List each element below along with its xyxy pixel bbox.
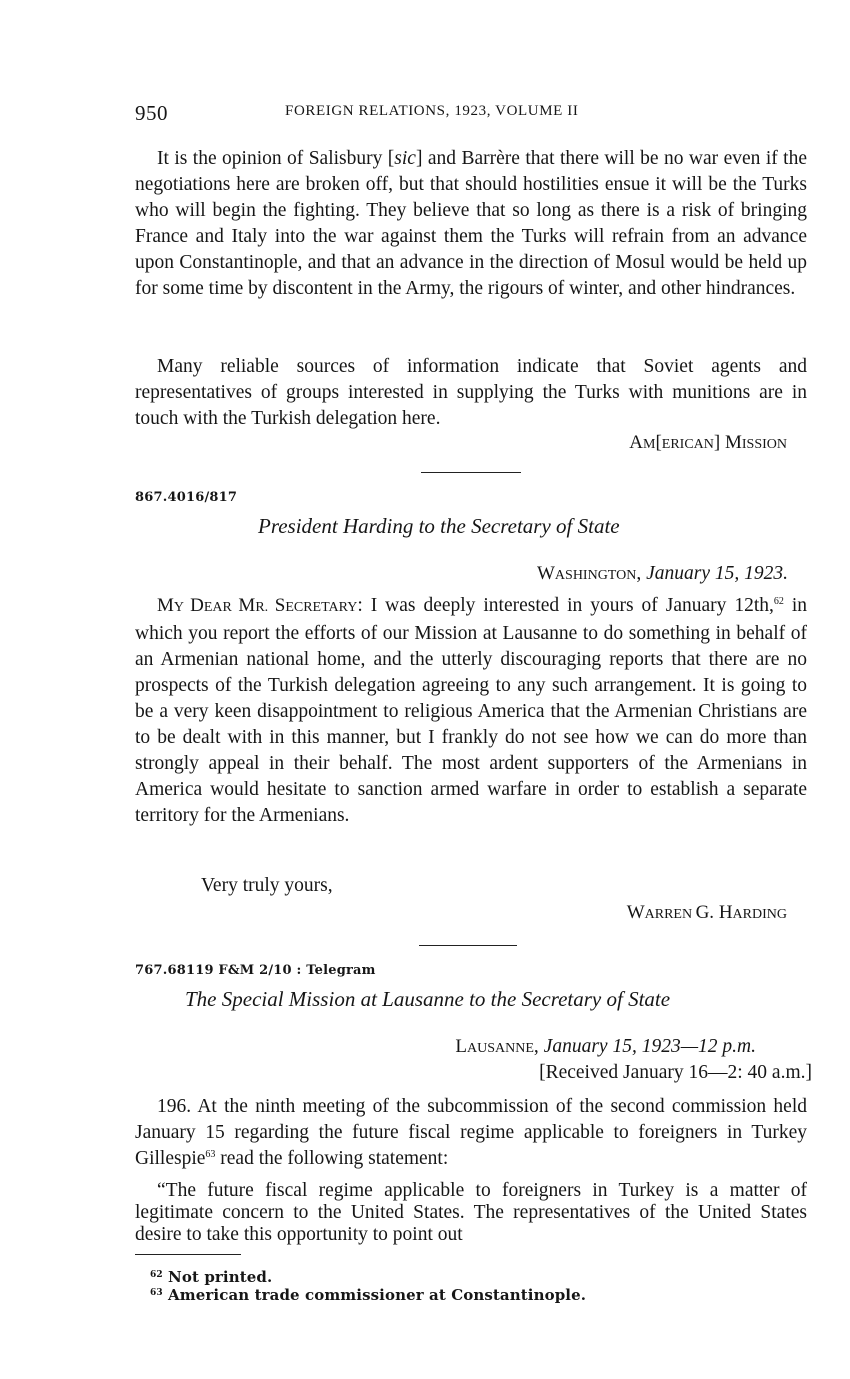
text-run: , <box>533 1036 544 1057</box>
signature-american-mission <box>629 432 787 454</box>
footnote-rule <box>135 1254 241 1255</box>
salutation <box>157 595 363 616</box>
text-run: ] and Barrère that there will be no war even if the negotiations here are broken off, but that should hostilities ensue it will be the Turks who will begin the fighting. They believe that so long as there is a risk of bringing France and Italy into the war against them the Turks will refrain from an advance upon Constantinople, and that an advance in the direction of Mosul would be held up for some time by discontent in the Army, the rigours of winter, and other hindrances. <box>135 148 807 299</box>
text-run: M <box>642 437 656 452</box>
text-run: R. <box>255 600 275 615</box>
place-and-date <box>455 1036 756 1058</box>
file-reference: 767.68119 F&M 2/10 : Telegram <box>135 963 376 978</box>
text-run: , <box>636 563 647 584</box>
text-run: read the following statement: <box>215 1148 449 1169</box>
footnote-mark: 63 <box>150 1288 163 1298</box>
text-run: H <box>718 902 733 923</box>
telegram-paragraph <box>135 1094 807 1172</box>
text-run: S <box>274 595 286 616</box>
page-number: 950 <box>135 101 168 125</box>
text-run: W <box>626 902 645 923</box>
sic-annotation: sic <box>394 148 416 169</box>
text-run: M <box>157 595 174 616</box>
footnote-mark: 62 <box>150 1270 163 1280</box>
quoted-statement: “The future fiscal regime applicable to foreigners in Turkey is a matter of legitimate concern to the United States. The representatives of the United States desire to take this opportunity to point out <box>135 1180 807 1245</box>
text-run: M <box>238 595 256 616</box>
text-run: ASHINGTON <box>554 568 637 583</box>
footnote-text: Not printed. <box>162 1268 273 1286</box>
text-run: 196. At the ninth meeting of the subcommission of the second commission held January 15 regarding the future fiscal regime applicable to foreigners in Turkey Gillespie <box>135 1096 807 1169</box>
text-run: [ <box>655 432 662 453</box>
footnote-ref: 63 <box>205 1149 216 1160</box>
document-title: President Harding to the Secretary of State <box>258 514 620 538</box>
body-paragraph: Many reliable sources of information indicate that Soviet agents and representatives of groups interested in supplying the Turks with munitions are in touch with the Turkish delegation here. <box>135 356 807 429</box>
text-run: W <box>536 563 555 584</box>
text-run: Y <box>173 600 191 615</box>
date: January 15, 1923—12 p.m. <box>543 1036 756 1057</box>
text-run: EAR <box>203 600 239 615</box>
body-paragraph <box>135 146 807 302</box>
text-run: AUSANNE <box>467 1041 534 1056</box>
place-and-date <box>537 563 788 585</box>
text-run: L <box>455 1036 468 1057</box>
text-run: : <box>357 595 363 616</box>
file-reference: 867.4016/817 <box>135 490 238 505</box>
text-run: ] <box>713 432 725 453</box>
footnote <box>150 1268 272 1286</box>
text-run: I was deeply interested in yours of January 12th, <box>362 595 774 616</box>
footnote-text: American trade commissioner at Constantinople. <box>162 1286 587 1304</box>
signature-warren-harding <box>627 902 787 924</box>
letter-body <box>135 593 807 829</box>
running-head: FOREIGN RELATIONS, 1923, VOLUME II <box>285 103 579 119</box>
text-run: ARREN <box>644 907 696 922</box>
section-divider <box>419 945 517 946</box>
text-run: in which you report the efforts of our Mission at Lausanne to do something in behalf of an Armenian national home, and the utterly discouraging reports that there are no prospects of the Turkish delegation agreeing to any such arrangement. It is going to be a very keen disappointment to religious America that the Armenian Christians are to be dealt with in this manner, but I frankly do not see how we can do more than strongly appeal in their behalf. The most ardent supporters of the Armenians in America would hesitate to sanction armed warfare in order to establish a separate territory for the Armenians. <box>135 595 808 826</box>
text-run: M <box>724 432 742 453</box>
text-run: ECRETARY <box>285 600 358 615</box>
text-run: G. <box>695 902 719 923</box>
received-time: [Received January 16—2: 40 a.m.] <box>539 1062 812 1083</box>
text-run: A <box>629 432 643 453</box>
text-run: D <box>190 595 204 616</box>
closing: Very truly yours, <box>201 875 333 896</box>
text-run: It is the opinion of Salisbury [ <box>157 148 395 169</box>
section-divider <box>421 472 521 473</box>
text-run: ARDING <box>732 907 787 922</box>
date: January 15, 1923. <box>646 563 788 584</box>
footnote-ref: 62 <box>773 596 784 607</box>
footnote <box>150 1286 586 1304</box>
document-title: The Special Mission at Lausanne to the Secretary of State <box>185 987 671 1011</box>
text-run: ISSION <box>741 437 787 452</box>
text-run: ERICAN <box>661 437 714 452</box>
